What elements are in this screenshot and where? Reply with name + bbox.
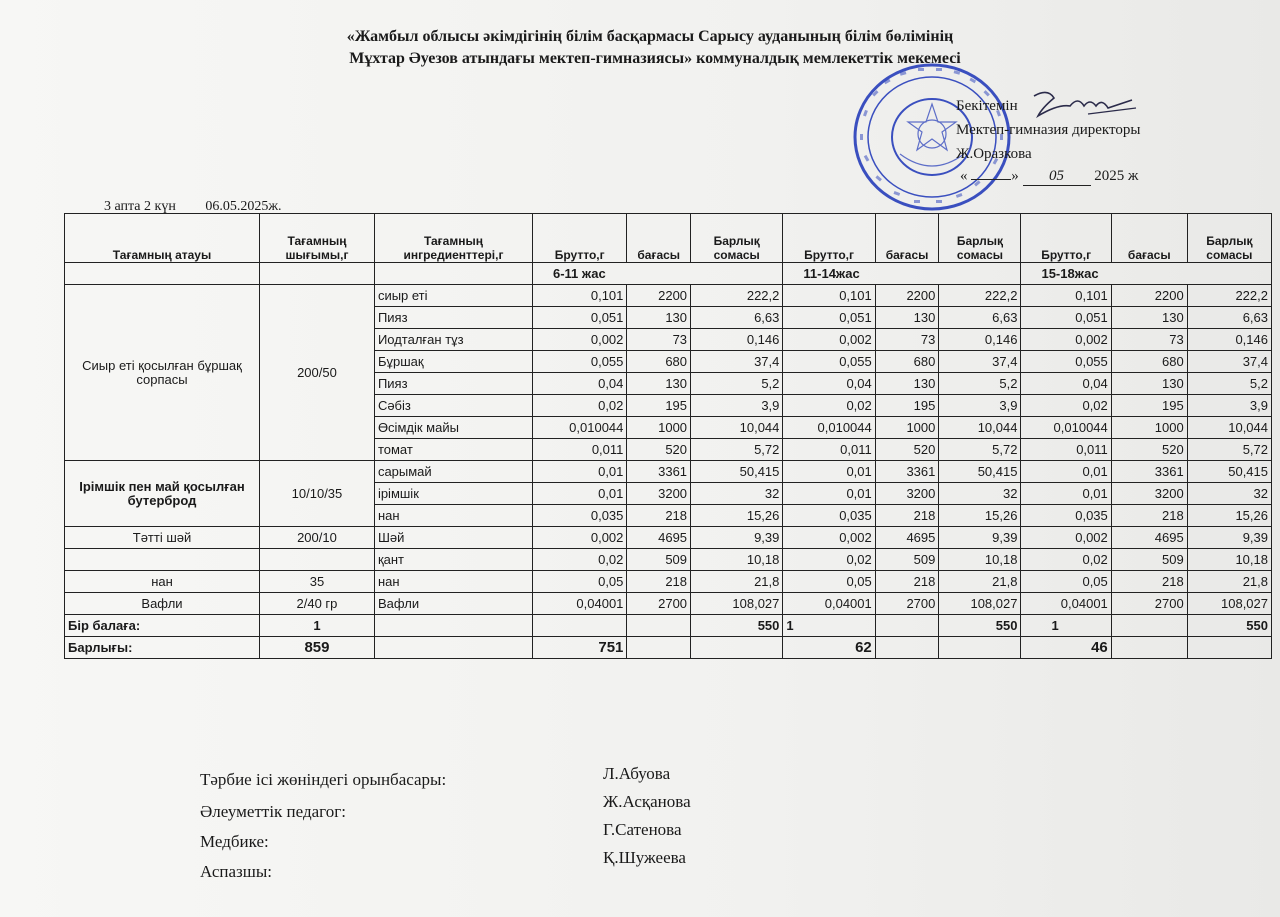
col-price-1: бағасы xyxy=(627,214,691,263)
dish-yield: 200/50 xyxy=(260,285,375,461)
role-social-pedagogue: Әлеуметтік педагог: xyxy=(200,802,346,821)
cell-value: 1000 xyxy=(875,417,939,439)
table-row xyxy=(65,571,1272,593)
cell-value: 5,72 xyxy=(691,439,783,461)
approve-date-quote: » xyxy=(1011,168,1019,184)
total-v5: 62 xyxy=(783,637,875,659)
cell-value: 4695 xyxy=(1111,527,1187,549)
menu-date: 06.05.2025ж. xyxy=(205,199,282,214)
cell-value: 130 xyxy=(627,373,691,395)
dish-name: Тәтті шәй xyxy=(65,527,260,549)
cell-value: 130 xyxy=(875,307,939,329)
ingredient-name: Пияз xyxy=(374,373,532,395)
cell-value: 10,044 xyxy=(939,417,1021,439)
cell-value: 3361 xyxy=(627,461,691,483)
col-total-3: Барлық сомасы xyxy=(1187,214,1271,263)
cell-value: 10,18 xyxy=(1187,549,1271,571)
cell-value: 1000 xyxy=(1111,417,1187,439)
cell-value: 0,01 xyxy=(532,461,626,483)
per-child-v4: 1 xyxy=(783,615,875,637)
cell-value: 3,9 xyxy=(1187,395,1271,417)
dish-name: Ірімшік пен май қосылған бутерброд xyxy=(65,461,260,527)
cell-value: 0,035 xyxy=(1021,505,1111,527)
role-cook: Аспазшы: xyxy=(200,862,272,881)
cell-value: 10,18 xyxy=(939,549,1021,571)
cell-value: 520 xyxy=(875,439,939,461)
cell-value: 218 xyxy=(1111,571,1187,593)
cell-value: 680 xyxy=(627,351,691,373)
cell-value: 509 xyxy=(627,549,691,571)
age-row xyxy=(65,263,1272,285)
cell-value: 509 xyxy=(1111,549,1187,571)
cell-value: 0,055 xyxy=(532,351,626,373)
cell-value: 0,04001 xyxy=(783,593,875,615)
table-row xyxy=(65,549,1272,571)
cell-value: 195 xyxy=(875,395,939,417)
cell-value: 0,02 xyxy=(783,395,875,417)
dish-name: нан xyxy=(65,571,260,593)
dish-yield xyxy=(260,549,375,571)
cell-value: 0,051 xyxy=(1021,307,1111,329)
col-ingredient: Тағамның ингредиенттері,г xyxy=(374,214,532,263)
cell-value: 0,002 xyxy=(532,527,626,549)
cell-value: 50,415 xyxy=(1187,461,1271,483)
total-label: Барлығы: xyxy=(65,637,260,659)
cell-value: 3,9 xyxy=(939,395,1021,417)
menu-table xyxy=(64,213,1272,659)
cell-value: 2700 xyxy=(627,593,691,615)
cell-value: 680 xyxy=(1111,351,1187,373)
table-row xyxy=(65,461,1272,483)
cell-value: 0,01 xyxy=(1021,461,1111,483)
age-6-11: 6-11 жас xyxy=(532,263,782,285)
cell-value: 680 xyxy=(875,351,939,373)
dish-yield: 2/40 гр xyxy=(260,593,375,615)
per-child-v9: 550 xyxy=(1187,615,1271,637)
table-row xyxy=(65,285,1272,307)
cell-value: 0,05 xyxy=(1021,571,1111,593)
name-cook: Қ.Шужеева xyxy=(603,848,686,867)
cell-value: 10,18 xyxy=(691,549,783,571)
menu-body xyxy=(65,285,1272,615)
ingredient-name: Вафли xyxy=(374,593,532,615)
cell-value: 3200 xyxy=(627,483,691,505)
table-row xyxy=(65,527,1272,549)
role-nurse: Медбике: xyxy=(200,832,269,851)
per-child-label: Бір балаға: xyxy=(65,615,260,637)
cell-value: 15,26 xyxy=(1187,505,1271,527)
cell-value: 9,39 xyxy=(1187,527,1271,549)
cell-value: 218 xyxy=(875,571,939,593)
table-header-row xyxy=(65,214,1272,263)
dish-yield: 200/10 xyxy=(260,527,375,549)
cell-value: 73 xyxy=(1111,329,1187,351)
cell-value: 37,4 xyxy=(1187,351,1271,373)
dish-name: Вафли xyxy=(65,593,260,615)
cell-value: 0,002 xyxy=(1021,527,1111,549)
cell-value: 0,04 xyxy=(532,373,626,395)
per-child-v3: 550 xyxy=(691,615,783,637)
cell-value: 73 xyxy=(627,329,691,351)
approve-date-prefix: « xyxy=(960,168,968,184)
name-social-pedagogue: Ж.Асқанова xyxy=(603,792,691,811)
cell-value: 0,101 xyxy=(783,285,875,307)
ingredient-name: Пияз xyxy=(374,307,532,329)
cell-value: 32 xyxy=(939,483,1021,505)
cell-value: 2200 xyxy=(875,285,939,307)
total-v7 xyxy=(939,637,1021,659)
cell-value: 32 xyxy=(691,483,783,505)
approve-name: Ж.Оразкова xyxy=(956,146,1032,162)
cell-value: 195 xyxy=(1111,395,1187,417)
cell-value: 2200 xyxy=(1111,285,1187,307)
cell-value: 21,8 xyxy=(1187,571,1271,593)
cell-value: 0,002 xyxy=(783,329,875,351)
cell-value: 520 xyxy=(627,439,691,461)
total-v6 xyxy=(875,637,939,659)
cell-value: 6,63 xyxy=(939,307,1021,329)
cell-value: 0,002 xyxy=(532,329,626,351)
cell-value: 5,72 xyxy=(1187,439,1271,461)
approve-year: 2025 ж xyxy=(1094,168,1139,184)
cell-value: 21,8 xyxy=(691,571,783,593)
week-day: 3 апта 2 күн xyxy=(104,199,176,214)
cell-value: 0,055 xyxy=(1021,351,1111,373)
ingredient-name: қант xyxy=(374,549,532,571)
cell-value: 222,2 xyxy=(939,285,1021,307)
ingredient-name: нан xyxy=(374,505,532,527)
cell-value: 0,05 xyxy=(532,571,626,593)
cell-value: 0,002 xyxy=(783,527,875,549)
cell-value: 108,027 xyxy=(939,593,1021,615)
ingredient-name: нан xyxy=(374,571,532,593)
cell-value: 520 xyxy=(1111,439,1187,461)
cell-value: 0,011 xyxy=(532,439,626,461)
total-v0: 859 xyxy=(260,637,375,659)
cell-value: 222,2 xyxy=(691,285,783,307)
dish-yield: 10/10/35 xyxy=(260,461,375,527)
per-child-v7: 1 xyxy=(1021,615,1111,637)
cell-value: 0,146 xyxy=(939,329,1021,351)
cell-value: 130 xyxy=(1111,307,1187,329)
cell-value: 2200 xyxy=(627,285,691,307)
ingredient-name: Бұршақ xyxy=(374,351,532,373)
cell-value: 0,01 xyxy=(1021,483,1111,505)
ingredient-name: Сәбіз xyxy=(374,395,532,417)
cell-value: 218 xyxy=(1111,505,1187,527)
ingredient-name: Иодталған тұз xyxy=(374,329,532,351)
ingredient-name: Өсімдік майы xyxy=(374,417,532,439)
cell-value: 9,39 xyxy=(939,527,1021,549)
cell-value: 108,027 xyxy=(1187,593,1271,615)
director-signature xyxy=(1028,86,1138,122)
total-v2: 751 xyxy=(532,637,626,659)
cell-value: 9,39 xyxy=(691,527,783,549)
per-child-v1 xyxy=(374,615,532,637)
cell-value: 0,05 xyxy=(783,571,875,593)
cell-value: 0,002 xyxy=(1021,329,1111,351)
cell-value: 0,01 xyxy=(783,461,875,483)
total-v9 xyxy=(1111,637,1187,659)
cell-value: 0,011 xyxy=(783,439,875,461)
cell-value: 6,63 xyxy=(691,307,783,329)
cell-value: 73 xyxy=(875,329,939,351)
cell-value: 32 xyxy=(1187,483,1271,505)
ingredient-name: Шәй xyxy=(374,527,532,549)
col-yield: Тағамның шығымы,г xyxy=(260,214,375,263)
name-deputy: Л.Абуова xyxy=(603,764,671,783)
cell-value: 10,044 xyxy=(691,417,783,439)
cell-value: 0,051 xyxy=(783,307,875,329)
cell-value: 3,9 xyxy=(691,395,783,417)
cell-value: 218 xyxy=(627,505,691,527)
cell-value: 0,010044 xyxy=(1021,417,1111,439)
cell-value: 37,4 xyxy=(691,351,783,373)
per-child-v5 xyxy=(875,615,939,637)
col-total-2: Барлық сомасы xyxy=(939,214,1021,263)
total-v1 xyxy=(374,637,532,659)
cell-value: 0,035 xyxy=(783,505,875,527)
cell-value: 0,101 xyxy=(532,285,626,307)
approve-position: Мектеп-гимназия директоры xyxy=(956,122,1141,138)
cell-value: 0,011 xyxy=(1021,439,1111,461)
col-price-2: бағасы xyxy=(875,214,939,263)
cell-value: 3200 xyxy=(875,483,939,505)
cell-value: 15,26 xyxy=(939,505,1021,527)
name-nurse: Г.Сатенова xyxy=(603,820,682,839)
cell-value: 0,146 xyxy=(1187,329,1271,351)
per-child-v8 xyxy=(1111,615,1187,637)
ingredient-name: ірімшік xyxy=(374,483,532,505)
cell-value: 5,72 xyxy=(939,439,1021,461)
cell-value: 0,01 xyxy=(783,483,875,505)
cell-value: 218 xyxy=(875,505,939,527)
cell-value: 50,415 xyxy=(691,461,783,483)
cell-value: 0,04001 xyxy=(1021,593,1111,615)
role-deputy: Тәрбие ісі жөніндегі орынбасары: xyxy=(200,770,447,789)
cell-value: 2700 xyxy=(875,593,939,615)
cell-value: 0,02 xyxy=(1021,395,1111,417)
approve-month: 05 xyxy=(1023,168,1091,186)
cell-value: 3361 xyxy=(1111,461,1187,483)
cell-value: 15,26 xyxy=(691,505,783,527)
cell-value: 0,04001 xyxy=(532,593,626,615)
dish-name xyxy=(65,549,260,571)
cell-value: 4695 xyxy=(627,527,691,549)
per-child-v2 xyxy=(532,615,626,637)
cell-value: 0,146 xyxy=(691,329,783,351)
cell-value: 0,01 xyxy=(532,483,626,505)
cell-value: 3200 xyxy=(1111,483,1187,505)
cell-value: 6,63 xyxy=(1187,307,1271,329)
cell-value: 218 xyxy=(627,571,691,593)
cell-value: 50,415 xyxy=(939,461,1021,483)
cell-value: 108,027 xyxy=(691,593,783,615)
dish-yield: 35 xyxy=(260,571,375,593)
col-dish: Тағамның атауы xyxy=(65,214,260,263)
cell-value: 0,02 xyxy=(532,549,626,571)
col-brutto-1: Брутто,г xyxy=(532,214,626,263)
cell-value: 4695 xyxy=(875,527,939,549)
per-child-v0: 1 xyxy=(260,615,375,637)
cell-value: 0,035 xyxy=(532,505,626,527)
total-v4 xyxy=(691,637,783,659)
approve-date xyxy=(960,168,1138,186)
cell-value: 2700 xyxy=(1111,593,1187,615)
col-brutto-3: Брутто,г xyxy=(1021,214,1111,263)
age-15-18: 15-18жас xyxy=(1021,263,1272,285)
cell-value: 0,010044 xyxy=(532,417,626,439)
col-brutto-2: Брутто,г xyxy=(783,214,875,263)
dish-name: Сиыр еті қосылған бұршақ сорпасы xyxy=(65,285,260,461)
cell-value: 509 xyxy=(875,549,939,571)
cell-value: 5,2 xyxy=(939,373,1021,395)
cell-value: 222,2 xyxy=(1187,285,1271,307)
per-child-row xyxy=(65,615,1272,637)
cell-value: 0,051 xyxy=(532,307,626,329)
header-line-1: «Жамбыл облысы әкімдігінің білім басқармасы Сарысу ауданының білім бөлімінің xyxy=(346,28,954,45)
age-11-14: 11-14жас xyxy=(783,263,1021,285)
cell-value: 0,101 xyxy=(1021,285,1111,307)
cell-value: 0,02 xyxy=(532,395,626,417)
ingredient-name: сиыр еті xyxy=(374,285,532,307)
cell-value: 5,2 xyxy=(691,373,783,395)
cell-value: 0,04 xyxy=(783,373,875,395)
cell-value: 1000 xyxy=(627,417,691,439)
col-total-1: Барлық сомасы xyxy=(691,214,783,263)
ingredient-name: сарымай xyxy=(374,461,532,483)
cell-value: 0,055 xyxy=(783,351,875,373)
cell-value: 130 xyxy=(1111,373,1187,395)
cell-value: 21,8 xyxy=(939,571,1021,593)
cell-value: 37,4 xyxy=(939,351,1021,373)
cell-value: 130 xyxy=(627,307,691,329)
per-child-v6: 550 xyxy=(939,615,1021,637)
total-v8: 46 xyxy=(1021,637,1111,659)
approve-heading: Бекітемін xyxy=(956,98,1018,114)
cell-value: 0,02 xyxy=(1021,549,1111,571)
table-row xyxy=(65,593,1272,615)
cell-value: 0,04 xyxy=(1021,373,1111,395)
cell-value: 130 xyxy=(875,373,939,395)
cell-value: 10,044 xyxy=(1187,417,1271,439)
total-row xyxy=(65,637,1272,659)
header-line-2: Мұхтар Әуезов атындағы мектеп-гимназиясы» коммуналдық мемлекеттік мекемесі xyxy=(349,50,961,67)
cell-value: 0,010044 xyxy=(783,417,875,439)
cell-value: 3361 xyxy=(875,461,939,483)
cell-value: 195 xyxy=(627,395,691,417)
col-price-3: бағасы xyxy=(1111,214,1187,263)
cell-value: 0,02 xyxy=(783,549,875,571)
total-v3 xyxy=(627,637,691,659)
cell-value: 5,2 xyxy=(1187,373,1271,395)
ingredient-name: томат xyxy=(374,439,532,461)
